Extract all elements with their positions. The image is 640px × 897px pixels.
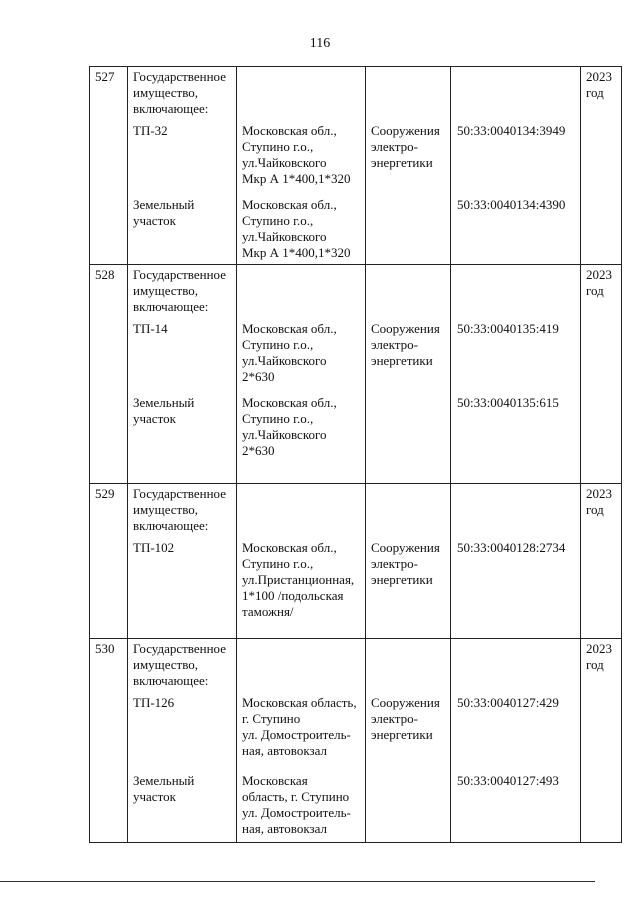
item-cadastral-number [451, 771, 581, 837]
number-cell-empty [90, 319, 128, 385]
spacer-row [90, 385, 622, 393]
cell-text-line: включающее: [133, 299, 209, 314]
item-address [237, 693, 366, 759]
cell-text-line: ТП-126 [133, 695, 175, 710]
cadastral-cell-empty [451, 484, 581, 535]
cell-text-line: ная, автовокзал [242, 743, 328, 758]
record-header-row [90, 67, 622, 118]
address-cell-empty [237, 67, 366, 118]
cell-text-line: электро- [371, 337, 418, 352]
spacer-row [90, 620, 622, 639]
cell-text-line: Ступино г.о., [242, 411, 314, 426]
cell-text-line: 528 [95, 267, 115, 282]
item-cadastral-number [451, 195, 581, 261]
cell-text-line: Московская обл., [242, 395, 337, 410]
type-cell-empty [366, 67, 451, 118]
cell-text-line: Земельный [133, 197, 195, 212]
cell-text-line: 2023 [586, 267, 612, 282]
item-cadastral-number [451, 538, 581, 620]
record-number [90, 265, 128, 316]
item-type [366, 693, 451, 759]
item-type [366, 195, 451, 261]
record-year [581, 484, 622, 535]
spacer-row [90, 462, 622, 484]
record-header-row [90, 639, 622, 690]
page-number: 116 [309, 36, 331, 51]
number-cell-empty [90, 538, 128, 620]
cell-text-line: Мкр А 1*400,1*320 [242, 245, 351, 260]
cell-text-line: Московская область, [242, 695, 357, 710]
cell-text-line: Мкр А 1*400,1*320 [242, 171, 351, 186]
cell-text-line: 50:33:0040127:493 [457, 773, 559, 788]
cell-text-line: ная, автовокзал [242, 821, 328, 836]
cell-text-line: имущество, [133, 85, 199, 100]
item-name [128, 693, 237, 759]
type-cell-empty [366, 484, 451, 535]
item-cadastral-number [451, 121, 581, 187]
record-year [581, 265, 622, 316]
cell-text-line: Московская обл., [242, 321, 337, 336]
type-cell-empty [366, 265, 451, 316]
item-row [90, 538, 622, 620]
year-cell-empty [581, 393, 622, 459]
cell-text-line: Ступино г.о., [242, 337, 314, 352]
cell-text-line: Ступино г.о., [242, 556, 314, 571]
cell-text-line: 50:33:0040134:4390 [457, 197, 566, 212]
cell-text-line: Государственное [133, 641, 226, 656]
register-body [90, 67, 622, 843]
item-row [90, 319, 622, 385]
item-row [90, 195, 622, 261]
cell-text-line: 50:33:0040135:615 [457, 395, 559, 410]
cell-text-line: Ступино г.о., [242, 139, 314, 154]
cell-text-line: ул. Домостроитель- [242, 727, 351, 742]
item-address [237, 393, 366, 459]
item-cadastral-number [451, 393, 581, 459]
item-cadastral-number [451, 693, 581, 759]
cell-text-line: Московская [242, 773, 308, 788]
item-type [366, 771, 451, 837]
cell-text-line: 530 [95, 641, 115, 656]
cell-text-line: включающее: [133, 101, 209, 116]
number-cell-empty [90, 121, 128, 187]
cell-text-line: участок [133, 411, 176, 426]
cell-text-line: электро- [371, 711, 418, 726]
record-number [90, 67, 128, 118]
cell-text-line: имущество, [133, 502, 199, 517]
item-type [366, 538, 451, 620]
cell-text-line: ТП-14 [133, 321, 168, 336]
cell-text-line: имущество, [133, 657, 199, 672]
cell-text-line: участок [133, 213, 176, 228]
cell-text-line: 2*630 [242, 443, 275, 458]
cell-text-line: 2023 [586, 69, 612, 84]
cell-text-line: 50:33:0040127:429 [457, 695, 559, 710]
item-address [237, 195, 366, 261]
cell-text-line: энергетики [371, 727, 433, 742]
cell-text-line: ул.Чайковского [242, 427, 327, 442]
cell-text-line: электро- [371, 139, 418, 154]
cell-text-line: Московская обл., [242, 540, 337, 555]
item-type [366, 121, 451, 187]
address-cell-empty [237, 484, 366, 535]
cell-text-line: 2023 [586, 641, 612, 656]
cell-text-line: год [586, 283, 604, 298]
item-address [237, 121, 366, 187]
item-row [90, 393, 622, 459]
cell-text-line: ТП-32 [133, 123, 168, 138]
item-name [128, 121, 237, 187]
cell-text-line: 529 [95, 486, 115, 501]
item-name [128, 195, 237, 261]
record-group-title [128, 265, 237, 316]
cell-text-line: 2*630 [242, 369, 275, 384]
record-year [581, 639, 622, 690]
cell-text-line: ул.Чайковского [242, 155, 327, 170]
number-cell-empty [90, 771, 128, 837]
cell-text-line: Государственное [133, 69, 226, 84]
year-cell-empty [581, 319, 622, 385]
cell-text-line: участок [133, 789, 176, 804]
cell-text-line: Земельный [133, 773, 195, 788]
cadastral-cell-empty [451, 67, 581, 118]
record-group-title [128, 484, 237, 535]
cell-text-line: Сооружения [371, 123, 440, 138]
cadastral-cell-empty [451, 639, 581, 690]
cell-text-line: Московская обл., [242, 197, 337, 212]
item-name [128, 319, 237, 385]
item-address [237, 771, 366, 837]
property-register-table [89, 66, 622, 843]
item-cadastral-number [451, 319, 581, 385]
item-address [237, 319, 366, 385]
type-cell-empty [366, 639, 451, 690]
record-header-row [90, 265, 622, 316]
cell-text-line: энергетики [371, 353, 433, 368]
page-bottom-rule [0, 881, 595, 882]
spacer-row [90, 840, 622, 843]
cell-text-line: Сооружения [371, 540, 440, 555]
cadastral-cell-empty [451, 265, 581, 316]
cell-text-line: включающее: [133, 518, 209, 533]
address-cell-empty [237, 639, 366, 690]
item-row [90, 693, 622, 759]
record-year [581, 67, 622, 118]
cell-text-line: год [586, 502, 604, 517]
item-name [128, 538, 237, 620]
record-group-title [128, 67, 237, 118]
cell-text-line: ТП-102 [133, 540, 175, 555]
cell-text-line: электро- [371, 556, 418, 571]
address-cell-empty [237, 265, 366, 316]
record-header-row [90, 484, 622, 535]
number-cell-empty [90, 393, 128, 459]
year-cell-empty [581, 771, 622, 837]
item-type [366, 319, 451, 385]
spacer-row [90, 759, 622, 771]
cell-text-line: энергетики [371, 155, 433, 170]
item-row [90, 771, 622, 837]
number-cell-empty [90, 693, 128, 759]
cell-text-line: Ступино г.о., [242, 213, 314, 228]
cell-text-line: 50:33:0040135:419 [457, 321, 559, 336]
record-group-title [128, 639, 237, 690]
item-address [237, 538, 366, 620]
cell-text-line: Земельный [133, 395, 195, 410]
year-cell-empty [581, 121, 622, 187]
cell-text-line: 527 [95, 69, 115, 84]
cell-text-line: год [586, 657, 604, 672]
record-number [90, 484, 128, 535]
cell-text-line: имущество, [133, 283, 199, 298]
item-name [128, 393, 237, 459]
cell-text-line: Государственное [133, 267, 226, 282]
item-type [366, 393, 451, 459]
cell-text-line: г. Ступино [242, 711, 301, 726]
cell-text-line: 50:33:0040134:3949 [457, 123, 566, 138]
spacer-row [90, 187, 622, 195]
cell-text-line: Московская обл., [242, 123, 337, 138]
cell-text-line: область, г. Ступино [242, 789, 350, 804]
cell-text-line: Сооружения [371, 321, 440, 336]
item-row [90, 121, 622, 187]
cell-text-line: таможня/ [242, 604, 294, 619]
year-cell-empty [581, 693, 622, 759]
cell-text-line: год [586, 85, 604, 100]
record-number [90, 639, 128, 690]
year-cell-empty [581, 195, 622, 261]
cell-text-line: ул. Домостроитель- [242, 805, 351, 820]
cell-text-line: ул.Пристанционная, [242, 572, 355, 587]
cell-text-line: 2023 [586, 486, 612, 501]
cell-text-line: ул.Чайковского [242, 229, 327, 244]
cell-text-line: Сооружения [371, 695, 440, 710]
cell-text-line: Государственное [133, 486, 226, 501]
cell-text-line: энергетики [371, 572, 433, 587]
cell-text-line: 50:33:0040128:2734 [457, 540, 566, 555]
item-name [128, 771, 237, 837]
cell-text-line: включающее: [133, 673, 209, 688]
cell-text-line: 1*100 /подольская [242, 588, 344, 603]
year-cell-empty [581, 538, 622, 620]
cell-text-line: ул.Чайковского [242, 353, 327, 368]
number-cell-empty [90, 195, 128, 261]
